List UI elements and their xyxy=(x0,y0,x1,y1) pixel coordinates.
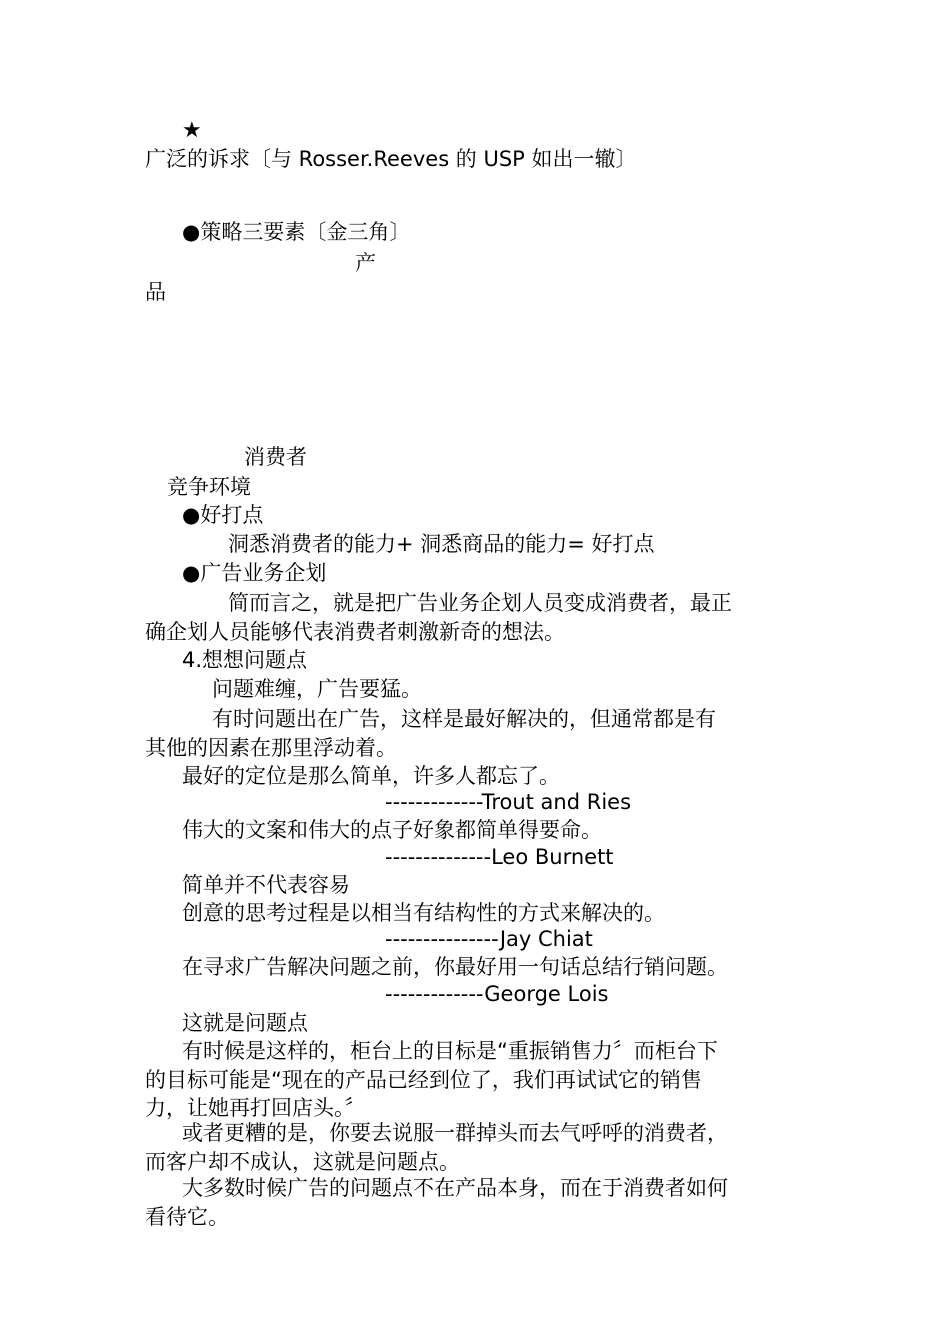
paragraph-problem-2b: 其他的因素在那里浮动着。 xyxy=(145,736,397,760)
paragraph-problem-1: 问题难缠，广告要猛。 xyxy=(212,677,422,701)
attribution-leo-burnett: --------------Leo Burnett xyxy=(385,845,614,869)
heading-good-point: ●好打点 xyxy=(182,503,264,527)
triangle-label-consumer: 消费者 xyxy=(244,445,307,469)
paragraph-ad-planning-2: 确企划人员能够代表消费者刺激新奇的想法。 xyxy=(145,620,565,644)
paragraph-problem-2a: 有时问题出在广告，这样是最好解决的，但通常都是有 xyxy=(212,707,716,731)
heading-broad-appeal: 广泛的诉求〔与 Rosser.Reeves 的 USP 如出一辙〕 xyxy=(145,147,637,171)
quote-george-lois: 在寻求广告解决问题之前，你最好用一句话总结行销问题。 xyxy=(182,955,728,979)
section-heading-problem: 4.想想问题点 xyxy=(182,648,308,672)
paragraph-most-times-2: 看待它。 xyxy=(145,1205,229,1229)
quote-leo-burnett: 伟大的文案和伟大的点子好象都简单得要命。 xyxy=(182,818,602,842)
triangle-label-product-bottom: 品 xyxy=(145,280,166,304)
paragraph-counter-3: 力，让她再打回店头。〞 xyxy=(145,1096,366,1120)
heading-strategy-triangle: ●策略三要素〔金三角〕 xyxy=(182,220,411,244)
quote-trout-ries: 最好的定位是那么简单，许多人都忘了。 xyxy=(182,764,560,788)
attribution-jay-chiat: ---------------Jay Chiat xyxy=(385,927,593,951)
paragraph-most-times-1: 大多数时候广告的问题点不在产品本身，而在于消费者如何 xyxy=(182,1176,728,1200)
paragraph-this-is-problem: 这就是问题点 xyxy=(182,1011,308,1035)
heading-ad-planning: ●广告业务企划 xyxy=(182,561,327,585)
paragraph-ad-planning-1: 简而言之，就是把广告业务企划人员变成消费者，最正 xyxy=(228,591,732,615)
paragraph-worse-1: 或者更糟的是，你要去说服一群掉头而去气呼呼的消费者， xyxy=(182,1121,728,1145)
triangle-label-competition: 竞争环境 xyxy=(167,475,251,499)
paragraph-counter-2: 的目标可能是“现在的产品已经到位了，我们再试试它的销售 xyxy=(145,1068,702,1092)
paragraph-worse-2: 而客户却不成认，这就是问题点。 xyxy=(145,1150,460,1174)
star-icon: ★ xyxy=(182,118,202,143)
attribution-george-lois: -------------George Lois xyxy=(385,982,609,1006)
quote-jay-chiat: 创意的思考过程是以相当有结构性的方式来解决的。 xyxy=(182,901,665,925)
triangle-label-product-top: 产 xyxy=(355,251,376,275)
paragraph-good-point: 洞悉消费者的能力+ 洞悉商品的能力= 好打点 xyxy=(228,532,655,556)
attribution-trout-ries: -------------Trout and Ries xyxy=(385,790,632,814)
paragraph-counter-1: 有时候是这样的，柜台上的目标是“重振销售力〞而柜台下 xyxy=(182,1039,718,1063)
paragraph-simple: 简单并不代表容易 xyxy=(182,873,350,897)
